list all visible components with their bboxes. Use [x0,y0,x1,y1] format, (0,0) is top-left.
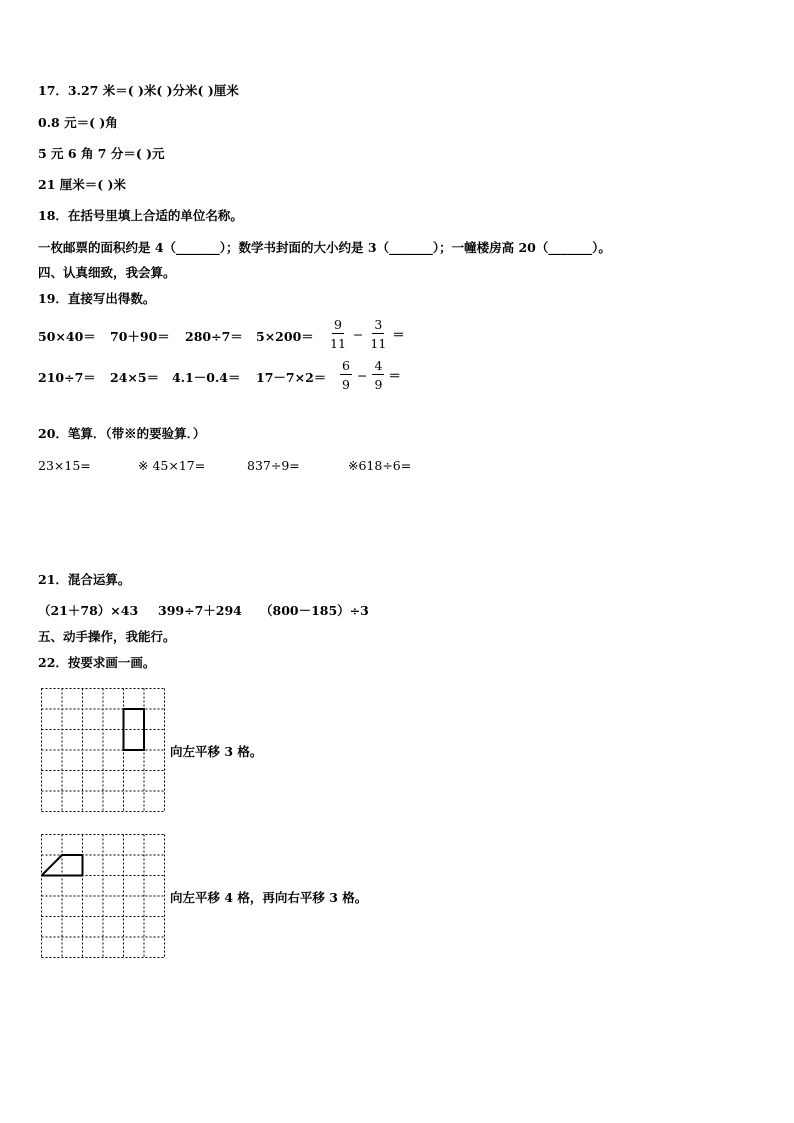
q18-title: 18．在括号里填上合适的单位名称。 [38,208,243,223]
frac2-b-numerator: 4 [374,358,383,373]
frac1-operator: − [352,326,364,342]
q17-line3: 5 元 6 角 7 分＝( )元 [38,146,165,161]
frac1-a-denominator: 11 [330,336,346,351]
q19-r1-c3: 280÷7＝ [185,329,243,344]
q18-text: 一枚邮票的面积约是 4（_______）；数学书封面的大小约是 3（_______）；一幢楼房高 20（_______）。 [38,240,611,255]
q17-line2: 0.8 元＝( )角 [38,115,118,130]
q19-fraction-2 [340,358,401,392]
q19-r2-c2: 24×5＝ [110,370,160,385]
frac1-a-numerator: 9 [333,317,342,332]
section-5-heading: 五、动手操作，我能行。 [38,629,176,644]
q19-r1-c2: 70＋90＝ [110,329,170,344]
q21-title: 21．混合运算。 [38,572,131,587]
q21-item-2: 399÷7＋294 [158,603,242,618]
frac2-b-denominator: 9 [374,377,383,392]
q20-item-4: ※618÷6= [348,458,412,473]
frac2-a-numerator: 6 [342,358,350,373]
grid-2 [41,834,167,960]
grid-1 [41,688,167,814]
q17-line1: 17．3.27 米＝( )米( )分米( )厘米 [38,83,239,98]
q21-item-3: （800－185）÷3 [260,603,369,618]
q19-r2-c3: 4.1－0.4＝ [172,370,241,385]
q19-r2-c4: 17－7×2＝ [256,370,327,385]
grid-2-instruction: 向左平移 4 格，再向右平移 3 格。 [170,890,368,905]
frac1-equals: ＝ [392,327,405,342]
q19-r1-c4: 5×200＝ [256,329,314,344]
frac2-a-denominator: 9 [342,377,350,392]
q17-line4: 21 厘米＝( )米 [38,177,126,192]
q20-item-1: 23×15= [38,458,91,473]
section-4-heading: 四、认真细致，我会算。 [38,265,176,280]
q19-r2-c1: 210÷7＝ [38,370,96,385]
grid-1-instruction: 向左平移 3 格。 [170,744,263,759]
q19-fraction-1 [328,317,405,351]
q21-item-1: （21＋78）×43 [38,603,139,618]
frac2-operator: − [356,367,368,383]
q22-title: 22．按要求画一画。 [38,655,156,670]
q20-title: 20．笔算．（带※的要验算．） [38,426,206,441]
q20-item-3: 837÷9= [247,458,300,473]
q20-item-2: ※ 45×17= [138,458,206,473]
frac1-b-denominator: 11 [370,336,387,351]
frac1-b-numerator: 3 [374,317,383,332]
q19-r1-c1: 50×40＝ [38,329,96,344]
q19-title: 19．直接写出得数。 [38,291,156,306]
frac2-equals: ＝ [388,368,401,383]
